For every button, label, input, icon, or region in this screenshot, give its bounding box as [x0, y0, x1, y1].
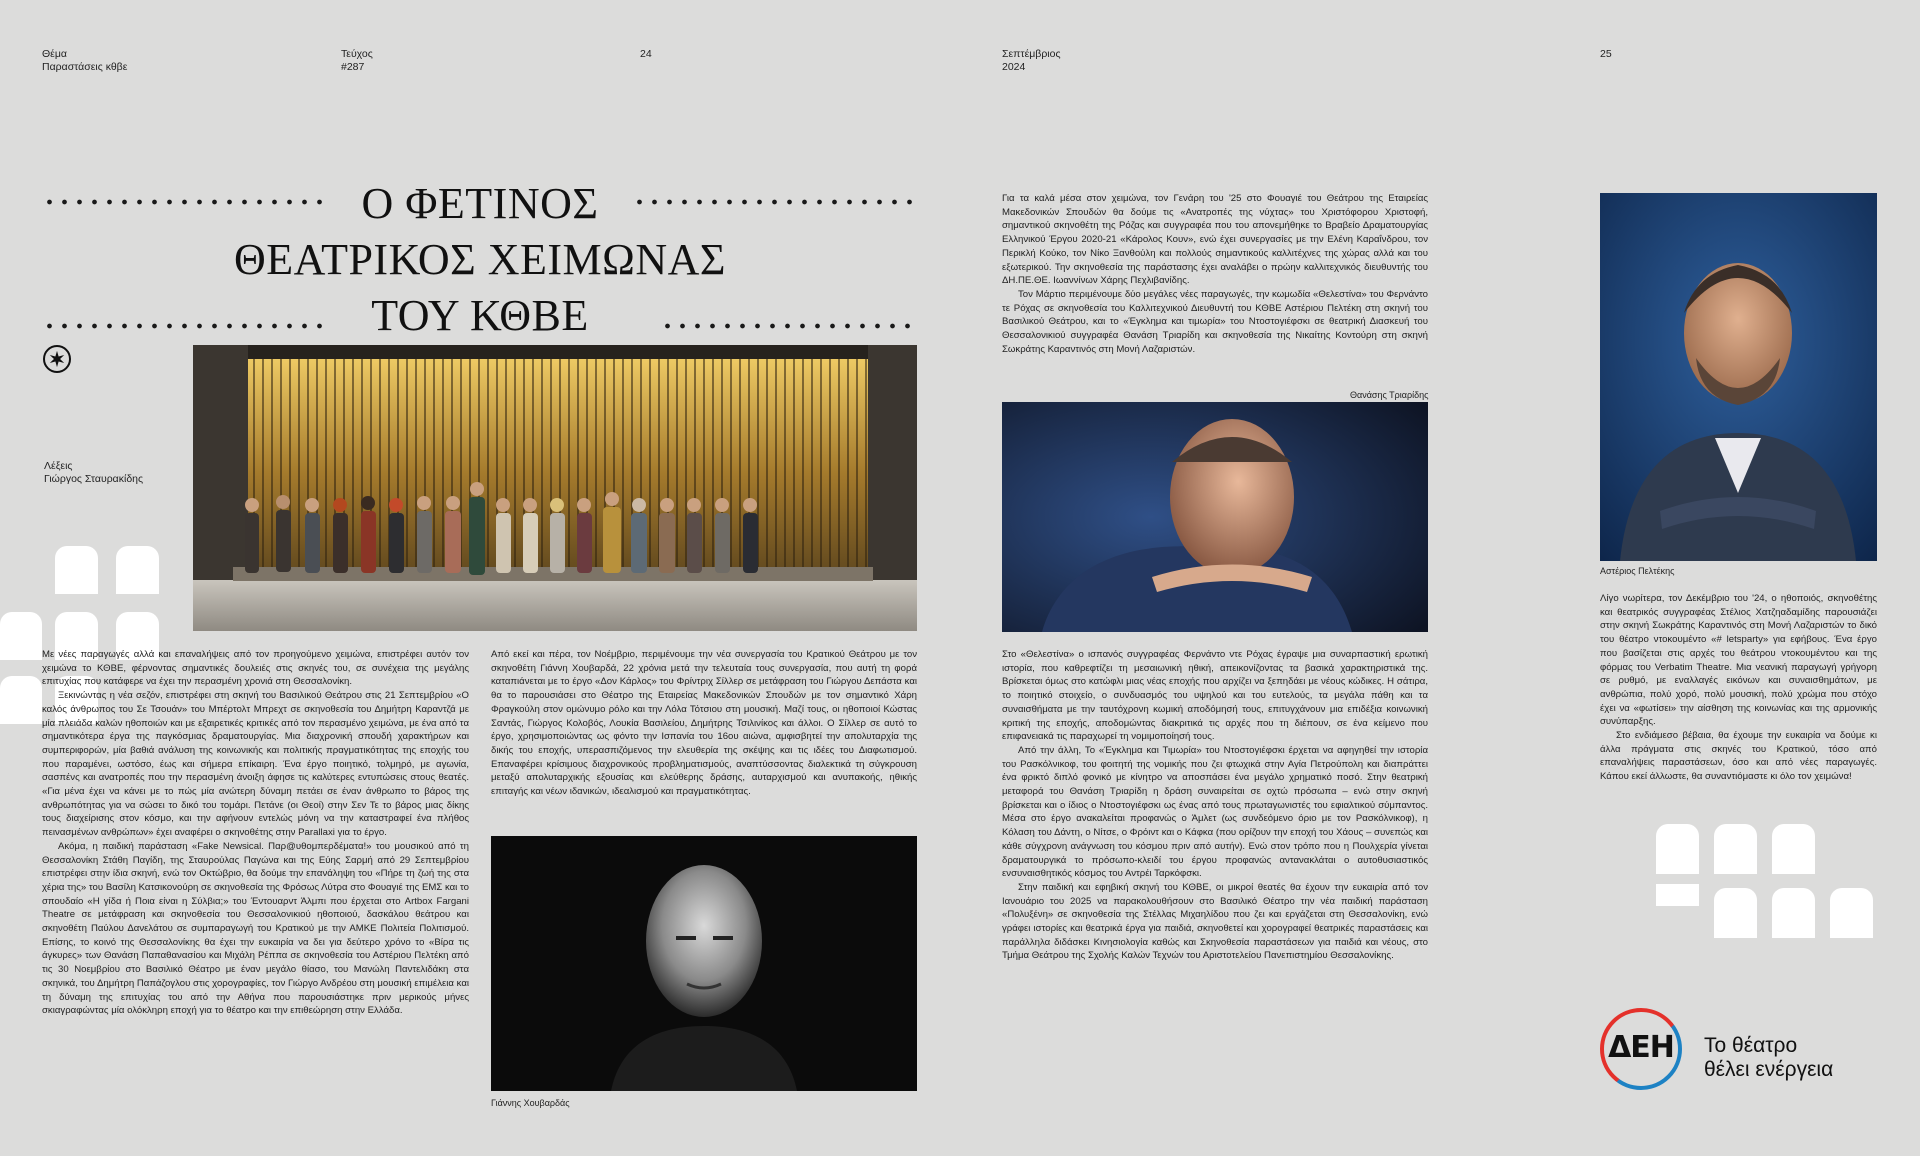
houvardas-photo: [491, 836, 917, 1091]
byline-author: Γιώργος Σταυρακίδης: [44, 473, 144, 485]
issue-number: #287: [341, 61, 365, 73]
decor-tile: [0, 612, 42, 660]
decor-tile: [1656, 884, 1699, 906]
decor-tile: [1830, 888, 1873, 938]
decor-tile: [55, 546, 98, 594]
ad-tagline-line-2: θέλει ενέργεια: [1704, 1058, 1834, 1081]
paragraph: Από εκεί και πέρα, τον Νοέμβριο, περιμένουμε την νέα συνεργασία του Κρατικού Θεάτρου με τον σκηνοθέτη Γιάννη Χουβαρδά, 22 χρόνια μετά την τελευταία τους συνεργασία, που αυτή τη φορά καταπιάνεται με το έργο «Δον Κάρλος» του Φρίντριχ Σίλλερ σε μετάφραση του Γιώργου Δεπάστα και θα το παρουσιάσει στο Θέατρο της Εταιρείας Μακεδονικών Σπουδών με τον σημαντικό Χάρη Φραγκούλη στον ομώνυμο ρόλο και την Λόλα Τότσιου στη μουσική. Μαζί τους, οι ηθοποιοί Κώστας Σαντάς, Γιώργος Κολοβός, Λουκία Βασιλείου, Δημήτρης Τσιλινίκος και άλλοι. Ο Σίλλερ σε αυτό το έργο, χρησιμοποιώντας ως φόντο την Ισπανία του 16ου αιώνα, αμφισβητεί την απολυταρχία της δικής του εποχής, υπερασπιζόμενος την ελευθερία της σκέψης και τις ιδέες του Διαφωτισμού. Επαναφέρει κρίσιμους διαχρονικούς προβληματισμούς, αναπτύσσοντας διαλεκτικά τη σύγκρουση μεταξύ απολυταρχικής εξουσίας και ελεύθερης δράσης, αυταρχισμού και ανυπακοής, ηθικής επιταγής και νέων ιδανικών, ιδεαλισμού και πραγματικότητας.: [491, 649, 917, 798]
caption-triaridis: Θανάσης Τριαρίδης: [1350, 390, 1429, 400]
ad-tagline: [1704, 1034, 1833, 1082]
paragraph: Στο «Θελεστίνα» ο ισπανός συγγραφέας Φερνάντο ντε Ρόχας έγραψε μια συναρπαστική ερωτική ιστορία, που καθρεφτίζει τη μεσαιωνική ηθική, απεικονίζοντας τα βασικά χαρακτηριστικά της. Βρίσκεται όμως στο κατώφλι μιας νέας εποχής που αρχίζει να ξεπηδάει με νέους κώδικες. Η σάτιρα, το ποιητικό στοιχείο, ο συνδυασμός του υψηλού και του ευτελούς, τα μεγάλα πάθη και τα συναισθήματα με την ταυτόχρονη κωμική αποδόμησή τους, επιτυγχάνουν μια επιδέξια κοινωνική κριτική της εποχής, αποδομώντας διακριτικά τις αρχές που τη διέπουν, σε ένα κείμενο που επιφανειακά τις παραχωρεί τη νομιμοποίησή τους.: [1002, 649, 1428, 743]
caption-houvardas: Γιάννης Χουβαρδάς: [491, 1098, 570, 1108]
decor-tile: [1656, 824, 1699, 874]
article-column-1: [42, 648, 469, 1018]
paragraph: Λίγο νωρίτερα, τον Δεκέμβριο του '24, ο ηθοποιός, σκηνοθέτης και θεατρικός συγγραφέας Στέλιος Χατζηαδαμίδης παρουσιάζει στην σκηνή Σωκράτης Καραντινός στη Μονή Λαζαριστών το δικό του θέατρο ντοκουμέντο «# letsparty» για εφήβους. Ένα έργο που βασίζεται στις αρχές του θεάτρου ντοκουμέντου και της φόρμας του Verbatim Theatre. Μια νεανική παραγωγή γρήγορη σε ρυθμό, με εναλλαγές εικόνων και συναισθημάτων, με ανθρώπια, πολύ χορό, πολύ μουσική, πολύ χρώμα που στόχο έχει να «φωτίσει» την αίσθηση της κοινωνίας και της αρμονικής συνύπαρξης.: [1600, 593, 1877, 728]
article-column-3-top: [1002, 192, 1428, 356]
article-column-4: [1600, 592, 1877, 784]
byline-label: Λέξεις: [44, 460, 73, 472]
star-badge-icon: [43, 345, 71, 373]
page-number-right: 25: [1600, 48, 1612, 60]
decor-tile: [1772, 888, 1815, 938]
paragraph: Στο ενδιάμεσο βέβαια, θα έχουμε την ευκαιρία να δούμε κι άλλα πράγματα στις σκηνές του Κρατικού, τόσο από επαναλήψεις παραστάσεων, όσο και από νέες παραγωγές. Κάπου εκεί άλλωστε, θα συναντιόμαστε κι όλο τον χειμώνα!: [1600, 730, 1877, 783]
stage-photo: [193, 345, 917, 631]
caption-peltekis: Αστέριος Πελτέκης: [1600, 566, 1675, 576]
decor-tile: [1772, 824, 1815, 874]
issue-label: Τεύχος: [341, 48, 373, 60]
paragraph: Στην παιδική και εφηβική σκηνή του ΚΘΒΕ, οι μικροί θεατές θα έχουν την ευκαιρία από τον Ιανουάριο του 2025 να παρακολουθήσουν στο Βασιλικό Θέατρο την νέα παιδική παράσταση «Πολυξένη» σε σκηνοθεσία της Στέλλας Μιχαηλίδου που ζει και εργάζεται στη Θεσσαλονίκη, ενώ γράφει ιστορίες και θεατρικά έργα για παιδιά, σκηνοθετεί και χορογραφεί θεατρικές παραστάσεις και παράλληλα διδάσκει Κινησιολογία καθώς και Σκηνοθεσία παραστάσεων για παιδιά και νέους, στο Τμήμα Θεάτρου της Σχολής Καλών Τεχνών του Αριστοτελείου Πανεπιστημίου Θεσσαλονίκης.: [1002, 881, 1428, 962]
decor-tile: [116, 546, 159, 594]
month-label: Σεπτέμβριος: [1002, 48, 1061, 60]
date-header: [1002, 48, 1061, 74]
paragraph: Ακόμα, η παιδική παράσταση «Fake Newsical. Παρ@υθομπερδέματα!» του μουσικού από τη Θεσσαλονίκη Στάθη Παγίδη, της Σταυρούλας Παγώνα και της Εύης Σαρμή από 29 Σεπτεμβρίου επιστρέφει στην ίδια σκηνή, ενώ τον Οκτώβριο, θα δούμε την επανάληψη του «Πήρε τη ζωή της στα χέρια της» του Βασίλη Κατσικονούρη σε σκηνοθεσία της Φρόσως Λύτρα στο Φουαγιέ της ΕΜΣ και το σπουδαίο «Η γίδα ή Ποια είναι η Σύλβια;» του Έντουαρντ Άλμπι που έρχεται στο Artbox Fargani Theatre σε μετάφραση και σκηνοθεσία του Θεσσαλονικιού ηθοποιού, δασκάλου θεάτρου και σκηνοθέτη Παύλου Δανελάτου σε συμπαραγωγή του Κρατικού με την ΑΜΚΕ Πολιτεία Πολιτισμού. Επίσης, το κοινό της Θεσσαλονίκης θα έχει την ευκαιρία να δει για δεύτερο χρόνο τo «Βίρα τις άγκυρες» των Θανάση Παπαθανασίου και Μιχάλη Ρέππα σε σκηνοθεσία του Αστέριου Πελτέκη από τις 30 Νοεμβρίου στο Βασιλικό Θέατρο με έναν μεγάλο θίασο, του Μανώλη Παντελιδάκη στα σκηνικά, του Δημήτρη Παπάζογλου στις χορογραφίες, τον Γιώργο Ανδρέου στη μουσική επιμέλεια και τη δύναμη της επιτυχίας του από την Αθήνα που παρουσιάστηκε πριν μερικούς μήνες σκιαγραφώντας μία ολόκληρη εποχή για το θέατρο και την επιθεώρηση στην Ελλάδα.: [42, 840, 469, 1017]
title-line-1: Ο ΦΕΤΙΝΟΣ: [361, 179, 599, 228]
ad-tagline-line-1: Το θέατρο: [1704, 1034, 1798, 1057]
decor-tile: [1714, 824, 1757, 874]
page-number-left: 24: [640, 48, 652, 60]
paragraph: Τον Μάρτιο περιμένουμε δύο μεγάλες νέες παραγωγές, την κωμωδία «Θελεστίνα» του Φερνάντο τε Ρόχας σε σκηνοθεσία του Καλλιτεχνικού Διευθυντή του ΚΘΒΕ Αστέριου Πελτέκη στη σκηνή του Βασιλικού Θεάτρου, και το «Έγκλημα και τιμωρία» του Ντοστογιέφσκι σε θεατρική Διασκευή του Θεσσαλονικιού συγγραφέα Θανάση Τριαρίδη και σκηνοθεσία της Νικαίτης Κοντούρη στη σκηνή Σωκράτης Καραντινός στη Μονή Λαζαριστών.: [1002, 288, 1428, 355]
paragraph: Με νέες παραγωγές αλλά και επαναλήψεις από τον προηγούμενο χειμώνα, επιστρέφει αυτόν τον χειμώνα το ΚΘΒΕ, φέρνοντας σημαντικές δουλειές στις σκηνές του, σε συνέχεια της μεγάλης επιτυχίας που κατάφερε να έχει την περασμένη χρονιά στη Θεσσαλονίκη.: [42, 649, 469, 688]
year-value: 2024: [1002, 61, 1026, 73]
deh-logo: [1598, 1006, 1684, 1092]
paragraph: Ξεκινώντας η νέα σεζόν, επιστρέφει στη σκηνή του Βασιλικού Θεάτρου στις 21 Σεπτεμβρίου «Ο καλός άνθρωπος του Σε Τσουάν» του Μπέρτολτ Μπρεχτ σε σκηνοθεσία του Δημήτρη Καραντζά με μία πλειάδα καλών ηθοποιών και με εξαιρετικές κριτικές από τον περασμένο χειμώνα, με ένα από τα σημαντικότερα έργα της παγκόσμιας δραματουργίας. Μια διαχρονική σπουδή χαρακτήρων και συμπεριφορών, μία βαθιά ανάλυση της κοινωνικής και πολιτικής πραγματικότητας της εποχής του που παραμένει, ωστόσο, έως και σήμερα επίκαιρη. Ένα έργο ποιητικό, τολμηρό, με αγωνία, σασπένς και ανατροπές που την περασμένη άνοιξη άφησε τις καλύτερες εντυπώσεις στους θεατές. «Για μένα έχει να κάνει με το πώς μία ανώτερη δύναμη πετάει σε έναν άνθρωπο το βάρος της ανθρωπότητας για να σώσει το δικό του τομάρι. Πετάνε (οι Θεοί) στην Σεν Τε το βάρος μιας δίκης τους διαχείρισης στον κόσμο, και την αφήνουν εντελώς μόνη να την καταστραφεί ένα πλήθος πεινασμένων ανθρώπων» έχει αναφέρει ο σκηνοθέτης στην Parallaxi για το έργο.: [42, 690, 469, 839]
issue-header: [341, 48, 373, 74]
section-header: [42, 48, 127, 74]
title-line-2: ΘΕΑΤΡΙΚΟΣ ΧΕΙΜΩΝΑΣ: [233, 235, 726, 284]
decor-tile: [1714, 888, 1757, 938]
section-label: Θέμα: [42, 48, 67, 60]
decor-tile: [0, 676, 42, 724]
article-column-2: [491, 648, 917, 799]
section-value: Παραστάσεις κθβε: [42, 61, 128, 73]
paragraph: Από την άλλη, Το «Έγκλημα και Τιμωρία» του Ντοστογιέφσκι έρχεται να αφηγηθεί την ιστορία του Ρασκόλνικοφ, του φοιτητή της νομικής που ζει φτωχικά στην Αγία Πετρούπολη και διαπράττει ένα φρικτό διπλό φονικό με κίνητρο να αποσπάσει ένα μεγάλο χρηματικό ποσό. Στην θεατρική μεταφορά του Θανάση Τριαρίδη η δράση συναιρείται σε οχτώ πρόσωπα – ενώ στην σκηνή βρίσκεται και ο ίδιος ο Ντοστογιέφσκι ως ένας από τους πρωταγωνιστές του εφιαλτικού σύμπαντος. Μέσα στο έργο ανακαλείται προφανώς ο Άμλετ (ως συνδεόμενο όριο με τον Ρασκόλνικοφ), η Κόλαση του Δάντη, ο Νίτσε, ο Φρόιντ και ο Κάφκα (που ορίζουν την εποχή του Χάους – συνεπώς και κάθε σύγχρονη ανάγνωση του κόσμου πριν από αυτήν). Ενώ στον τρόπο που η Πουλχερία γίνεται δραματουργικά το πρόσωπο-κλειδί του έργου προφανώς αντανακλάται ο αυτοθυσιαστικός ενσυναισθητικός κόσμος του Αντρέι Ταρκόφσκι.: [1002, 744, 1428, 880]
title-line-3: ΤΟΥ ΚΘΒΕ: [371, 291, 589, 340]
article-column-3-bottom: [1002, 648, 1428, 963]
byline: [44, 460, 143, 486]
paragraph: Για τα καλά μέσα στον χειμώνα, τον Γενάρη του '25 στο Φουαγιέ του Θεάτρου της Εταιρείας Μακεδονικών Σπουδών θα δούμε τις «Ανατροπές της νύχτας» του Χριστόφορου Χριστοφή, σημαντικού σκηνοθέτη της Ρόζας και συγγραφέα που του απονεμήθηκε το Βραβείο Δραματουργίας Ελληνικού Έργου 2020-21 «Κάρολος Κουν», ενώ έχει συνεργασίες με την Ελένη Καραΐνδρου, τον Περικλή Κούκο, τον Νίκο Ξανθούλη και πολλούς σημαντικούς καλλιτέχνες της χώρας αλλά και του εξωτερικού. Την σκηνοθεσία της παράστασης έχει αναλάβει ο πρώην καλλιτεχνικός διευθυντής του ΔΗ.ΠΕ.ΘΕ. Ιωαννίνων Χάρης Πεχλιβανίδης.: [1002, 193, 1428, 287]
deh-logo-text: ΔΕΗ: [1608, 1030, 1674, 1065]
triaridis-photo: [1002, 402, 1428, 632]
article-title: [160, 176, 800, 344]
peltekis-photo: [1600, 193, 1877, 561]
